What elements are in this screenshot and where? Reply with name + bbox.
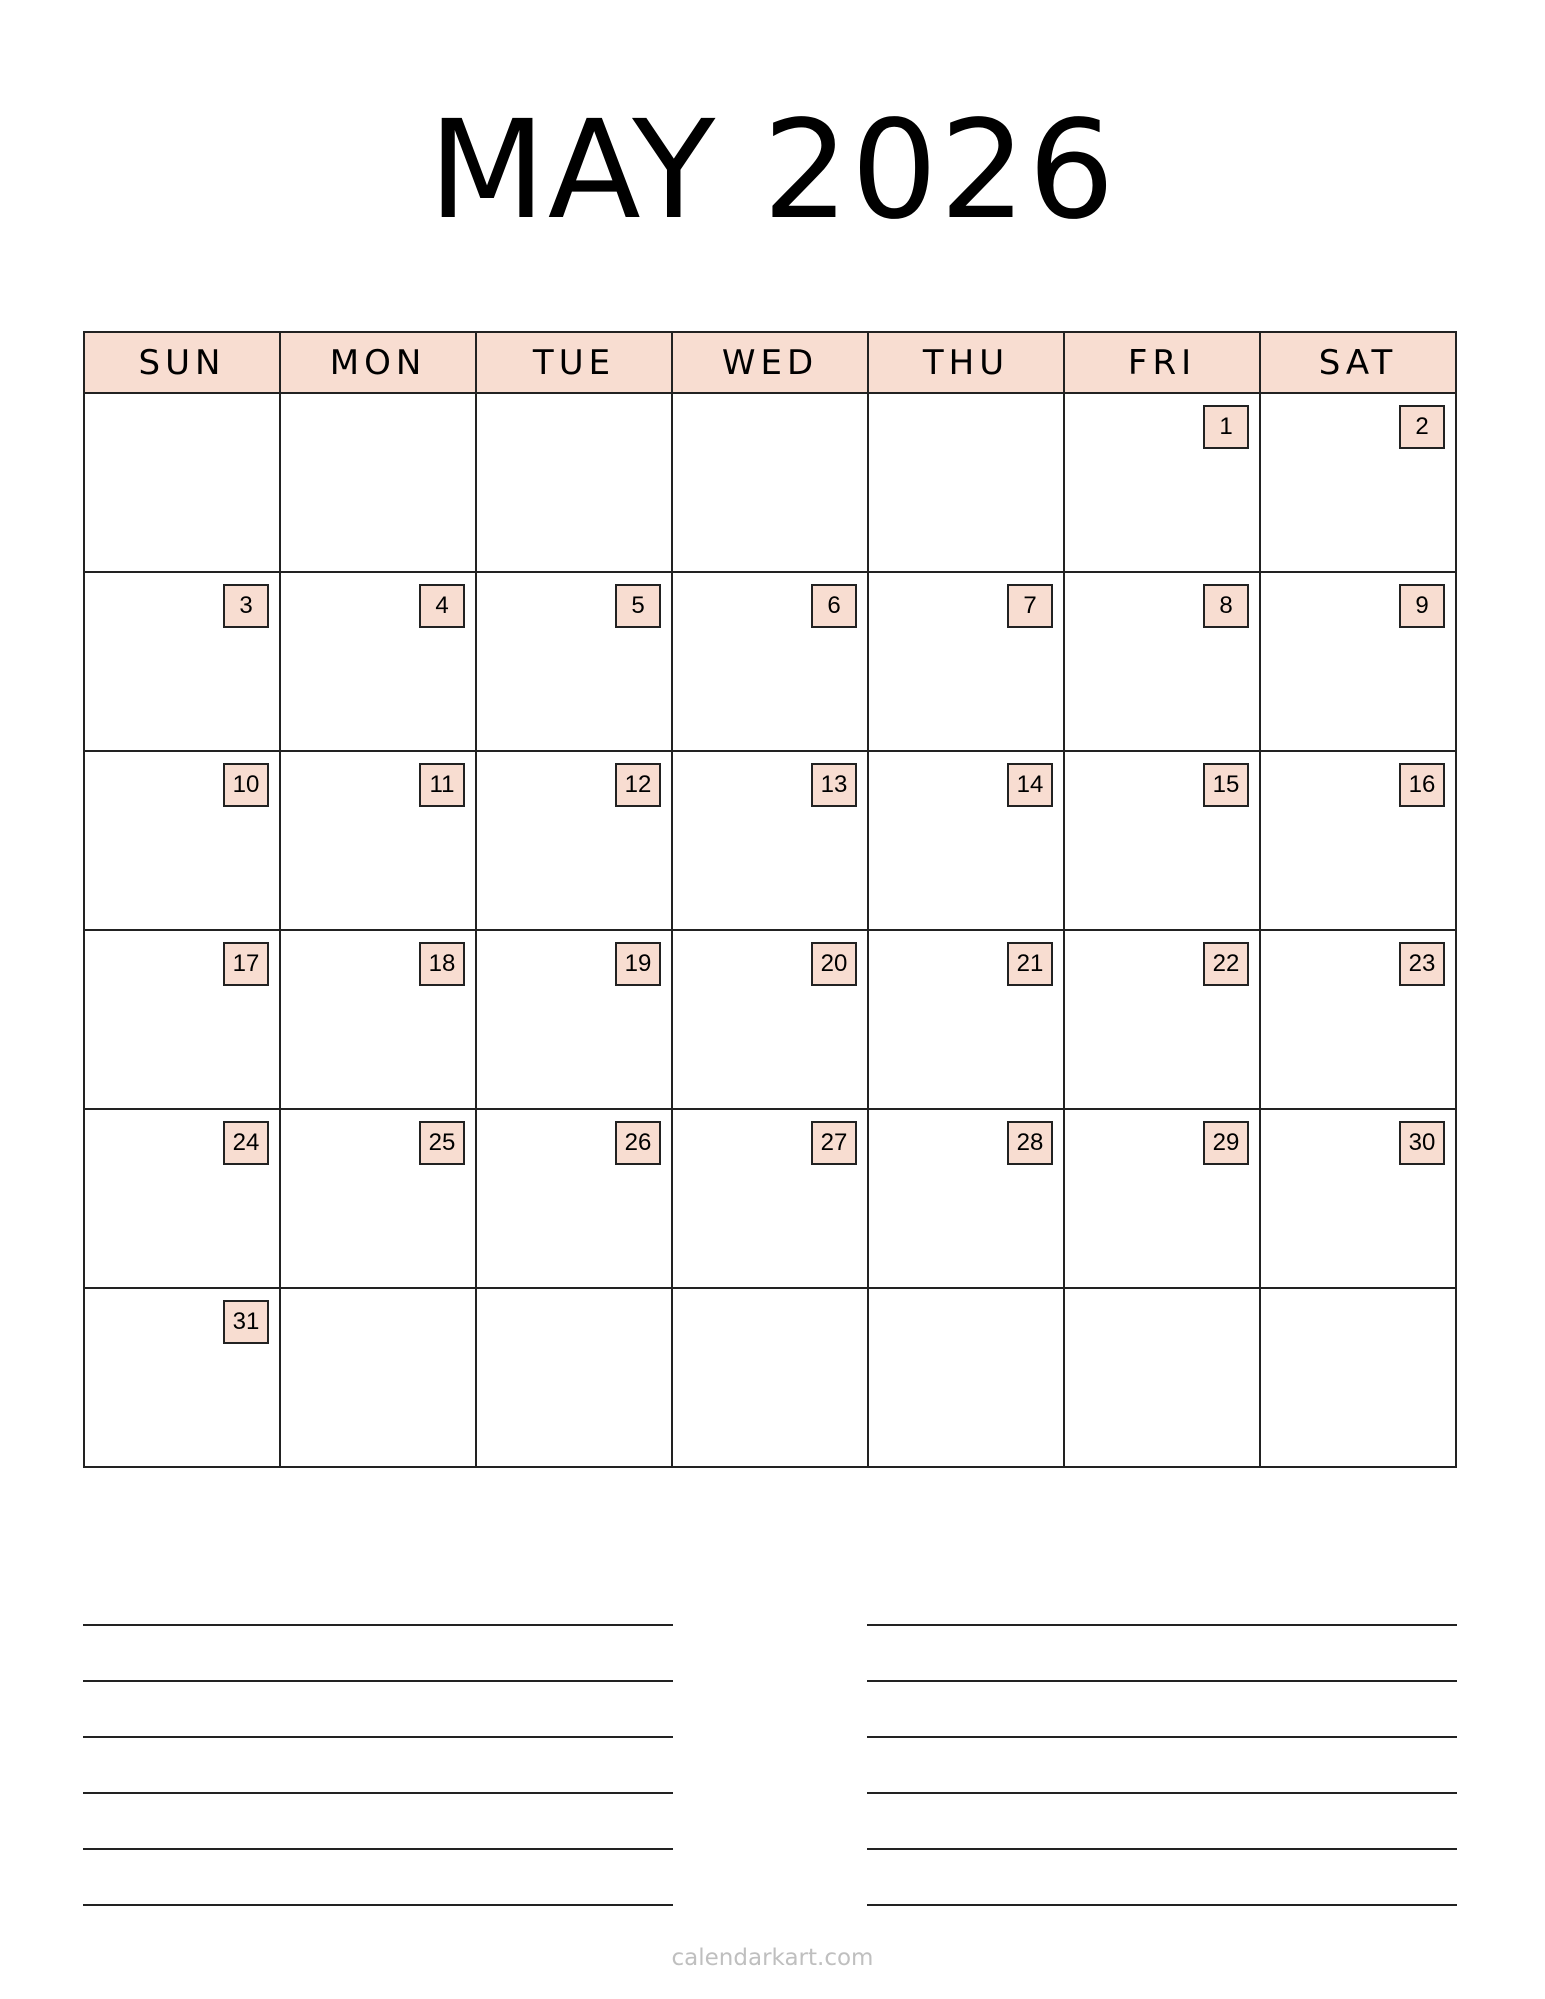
day-number-badge: 19 — [615, 942, 661, 986]
day-number-badge: 13 — [811, 763, 857, 807]
day-number-badge: 27 — [811, 1121, 857, 1165]
calendar-day-cell — [1260, 930, 1456, 1109]
calendar-day-cell — [868, 572, 1064, 751]
page-title: MAY 2026 — [428, 92, 1117, 250]
day-number-badge: 23 — [1399, 942, 1445, 986]
day-number-badge: 9 — [1399, 584, 1445, 628]
calendar-day-cell — [476, 572, 672, 751]
day-number-badge: 31 — [223, 1300, 269, 1344]
day-number-badge: 5 — [615, 584, 661, 628]
calendar-day-cell — [280, 572, 476, 751]
day-number-badge: 8 — [1203, 584, 1249, 628]
calendar-day-cell — [476, 751, 672, 930]
note-line — [867, 1736, 1457, 1738]
day-number-badge: 21 — [1007, 942, 1053, 986]
weekday-header-sat: SAT — [1260, 332, 1456, 393]
calendar-day-cell — [84, 1109, 280, 1288]
weekday-header-mon: MON — [280, 332, 476, 393]
day-number-badge: 30 — [1399, 1121, 1445, 1165]
calendar-day-cell — [280, 393, 476, 572]
calendar-day-cell — [672, 1288, 868, 1467]
calendar-day-cell — [1260, 393, 1456, 572]
day-number-badge: 26 — [615, 1121, 661, 1165]
day-number-badge: 25 — [419, 1121, 465, 1165]
calendar-day-cell — [84, 930, 280, 1109]
day-number-badge: 24 — [223, 1121, 269, 1165]
note-line — [83, 1624, 673, 1626]
calendar-day-cell — [1260, 1288, 1456, 1467]
calendar-week-row — [84, 393, 1456, 572]
note-line — [867, 1680, 1457, 1682]
calendar-day-cell — [84, 751, 280, 930]
calendar-day-cell — [868, 751, 1064, 930]
calendar-day-cell — [84, 572, 280, 751]
weekday-header-wed: WED — [672, 332, 868, 393]
note-line — [867, 1904, 1457, 1906]
calendar-week-row — [84, 572, 1456, 751]
day-number-badge: 10 — [223, 763, 269, 807]
note-line — [867, 1624, 1457, 1626]
weekday-header-thu: THU — [868, 332, 1064, 393]
calendar-day-cell — [1260, 751, 1456, 930]
weekday-header-row — [84, 332, 1456, 393]
day-number-badge: 11 — [419, 763, 465, 807]
notes-lines-right — [867, 1624, 1457, 1960]
note-line — [867, 1792, 1457, 1794]
calendar-day-cell — [868, 1109, 1064, 1288]
calendar-day-cell — [280, 1288, 476, 1467]
day-number-badge: 16 — [1399, 763, 1445, 807]
day-number-badge: 6 — [811, 584, 857, 628]
footer-site-name: calendarkart.com — [671, 1945, 874, 1971]
calendar-day-cell — [476, 1109, 672, 1288]
note-line — [83, 1792, 673, 1794]
calendar-day-cell — [672, 1109, 868, 1288]
calendar-day-cell — [868, 1288, 1064, 1467]
day-number-badge: 1 — [1203, 405, 1249, 449]
day-number-badge: 18 — [419, 942, 465, 986]
calendar-day-cell — [476, 1288, 672, 1467]
day-number-badge: 20 — [811, 942, 857, 986]
calendar-day-cell — [1064, 393, 1260, 572]
day-number-badge: 22 — [1203, 942, 1249, 986]
calendar-week-row — [84, 1288, 1456, 1467]
calendar-day-cell — [84, 393, 280, 572]
calendar-week-row — [84, 930, 1456, 1109]
day-number-badge: 4 — [419, 584, 465, 628]
calendar-day-cell — [476, 930, 672, 1109]
day-number-badge: 7 — [1007, 584, 1053, 628]
day-number-badge: 15 — [1203, 763, 1249, 807]
calendar-day-cell — [1064, 1109, 1260, 1288]
calendar-day-cell — [672, 393, 868, 572]
day-number-badge: 17 — [223, 942, 269, 986]
calendar-day-cell — [672, 751, 868, 930]
calendar-week-row — [84, 751, 1456, 930]
calendar-week-row — [84, 1109, 1456, 1288]
calendar-day-cell — [1064, 572, 1260, 751]
calendar-day-cell — [672, 930, 868, 1109]
note-line — [83, 1904, 673, 1906]
calendar-grid — [83, 331, 1457, 1468]
day-number-badge: 12 — [615, 763, 661, 807]
calendar-day-cell — [1260, 572, 1456, 751]
note-line — [83, 1680, 673, 1682]
calendar-body — [84, 393, 1456, 1467]
calendar-day-cell — [84, 1288, 280, 1467]
calendar-day-cell — [280, 751, 476, 930]
calendar-day-cell — [1064, 930, 1260, 1109]
note-line — [83, 1736, 673, 1738]
day-number-badge: 3 — [223, 584, 269, 628]
calendar-day-cell — [868, 393, 1064, 572]
calendar-day-cell — [868, 930, 1064, 1109]
calendar-day-cell — [476, 393, 672, 572]
note-line — [867, 1848, 1457, 1850]
day-number-badge: 2 — [1399, 405, 1445, 449]
note-line — [83, 1848, 673, 1850]
day-number-badge: 29 — [1203, 1121, 1249, 1165]
calendar-day-cell — [1064, 1288, 1260, 1467]
weekday-header-tue: TUE — [476, 332, 672, 393]
calendar-day-cell — [280, 1109, 476, 1288]
weekday-header-sun: SUN — [84, 332, 280, 393]
weekday-header-fri: FRI — [1064, 332, 1260, 393]
day-number-badge: 14 — [1007, 763, 1053, 807]
calendar-day-cell — [280, 930, 476, 1109]
calendar-day-cell — [672, 572, 868, 751]
calendar-day-cell — [1064, 751, 1260, 930]
calendar-day-cell — [1260, 1109, 1456, 1288]
day-number-badge: 28 — [1007, 1121, 1053, 1165]
notes-lines-left — [83, 1624, 673, 1960]
